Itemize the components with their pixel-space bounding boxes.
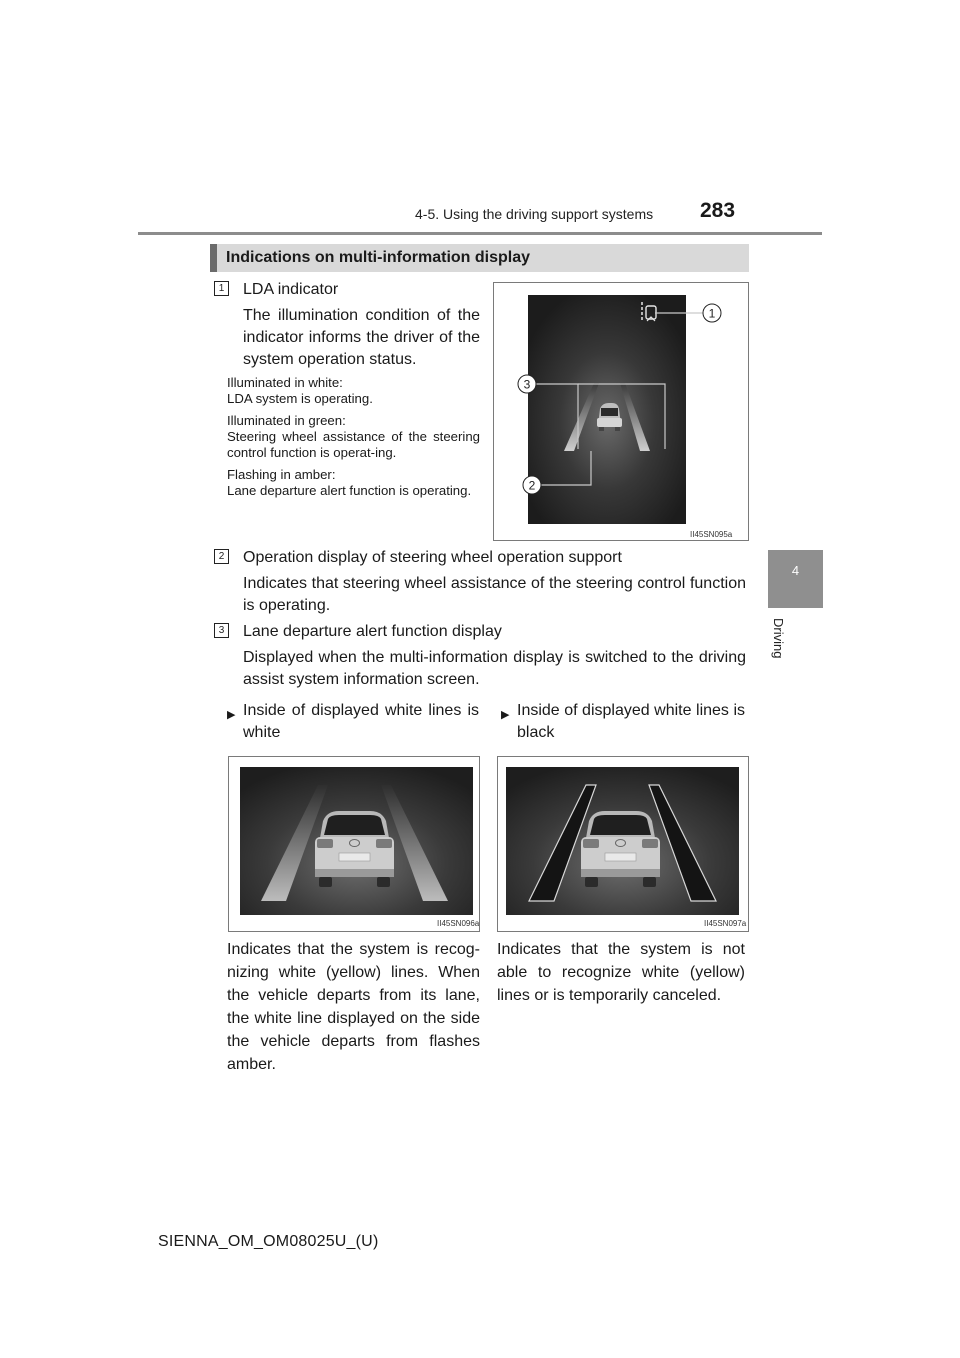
item-2-description: Indicates that steering wheel assistance of the steering control function is operating. [243, 575, 746, 614]
item-2-title: Operation display of steering wheel operation support [243, 549, 622, 566]
running-header-section: 4-5. Using the driving support systems [415, 206, 654, 222]
state-green-meaning: Steering wheel assistance of the steering control function is operat-ing. [227, 429, 480, 460]
arrow-right-icon: ▶ [501, 709, 510, 721]
compare-heading-black [501, 700, 745, 744]
item-marker-3: 3 [214, 623, 229, 638]
section-heading [210, 244, 749, 272]
figure-code: II45SN096a [437, 919, 479, 928]
state-amber-condition: Flashing in amber: [227, 467, 336, 482]
item-marker-2: 2 [214, 549, 229, 564]
item-3 [243, 621, 746, 691]
item-1-description: The illumination condition of the indicator informs the driver of the system operation status. [243, 307, 480, 368]
item-2 [243, 547, 746, 617]
header-rule [138, 232, 822, 235]
compare-heading-white [227, 700, 479, 744]
chapter-label-wrapper [764, 618, 794, 678]
svg-text:2: 2 [528, 478, 536, 493]
section-heading-text: Indications on multi-information display [226, 249, 531, 266]
item-3-description: Displayed when the multi-information display is switched to the driving assist system information screen. [243, 649, 746, 688]
compare-heading-black-text: Inside of displayed white lines is black [517, 702, 745, 741]
chapter-number: 4 [791, 563, 800, 578]
figure-multi-information-display [493, 282, 749, 541]
state-green [227, 413, 480, 461]
page-number: 283 [700, 199, 736, 222]
svg-text:3: 3 [523, 377, 531, 392]
figure-code: II45SN095a [690, 530, 733, 539]
state-amber-meaning: Lane departure alert function is operating. [227, 483, 472, 498]
item-marker-1: 1 [214, 281, 229, 296]
item-3-title: Lane departure alert function display [243, 623, 502, 640]
compare-caption-white: Indicates that the system is recog-nizing white (yellow) lines. When the vehicle departs from its lane, the white line displayed on the side the vehicle departs from flashes amber. [227, 941, 480, 1073]
state-white-condition: Illuminated in white: [227, 375, 343, 390]
state-amber [227, 467, 480, 499]
callout-1 [703, 304, 721, 322]
lines-white-illustration [229, 757, 479, 931]
state-white [227, 375, 480, 407]
callout-2 [523, 476, 541, 494]
item-1-title: LDA indicator [243, 281, 339, 298]
figure-lines-black [497, 756, 749, 932]
footer-doc-id: SIENNA_OM_OM08025U_(U) [158, 1233, 379, 1250]
state-green-condition: Illuminated in green: [227, 413, 346, 428]
callout-3 [518, 375, 536, 393]
compare-heading-white-text: Inside of displayed white lines is white [243, 702, 479, 741]
svg-text:1: 1 [708, 306, 716, 321]
chapter-label: Driving [771, 618, 786, 659]
figure-code: II45SN097a [704, 919, 747, 928]
state-white-meaning: LDA system is operating. [227, 391, 373, 406]
item-1 [243, 279, 480, 371]
vehicle-rear-view [315, 811, 394, 887]
figure-lines-white [228, 756, 480, 932]
lines-black-illustration [498, 757, 748, 931]
display-illustration [494, 283, 748, 540]
vehicle-rear-view [581, 811, 660, 887]
indicator-states [227, 375, 480, 505]
compare-caption-black: Indicates that the system is not able to recognize white (yellow) lines or is temporarily canceled. [497, 941, 745, 1004]
arrow-right-icon: ▶ [227, 709, 236, 721]
chapter-tab [768, 550, 823, 608]
